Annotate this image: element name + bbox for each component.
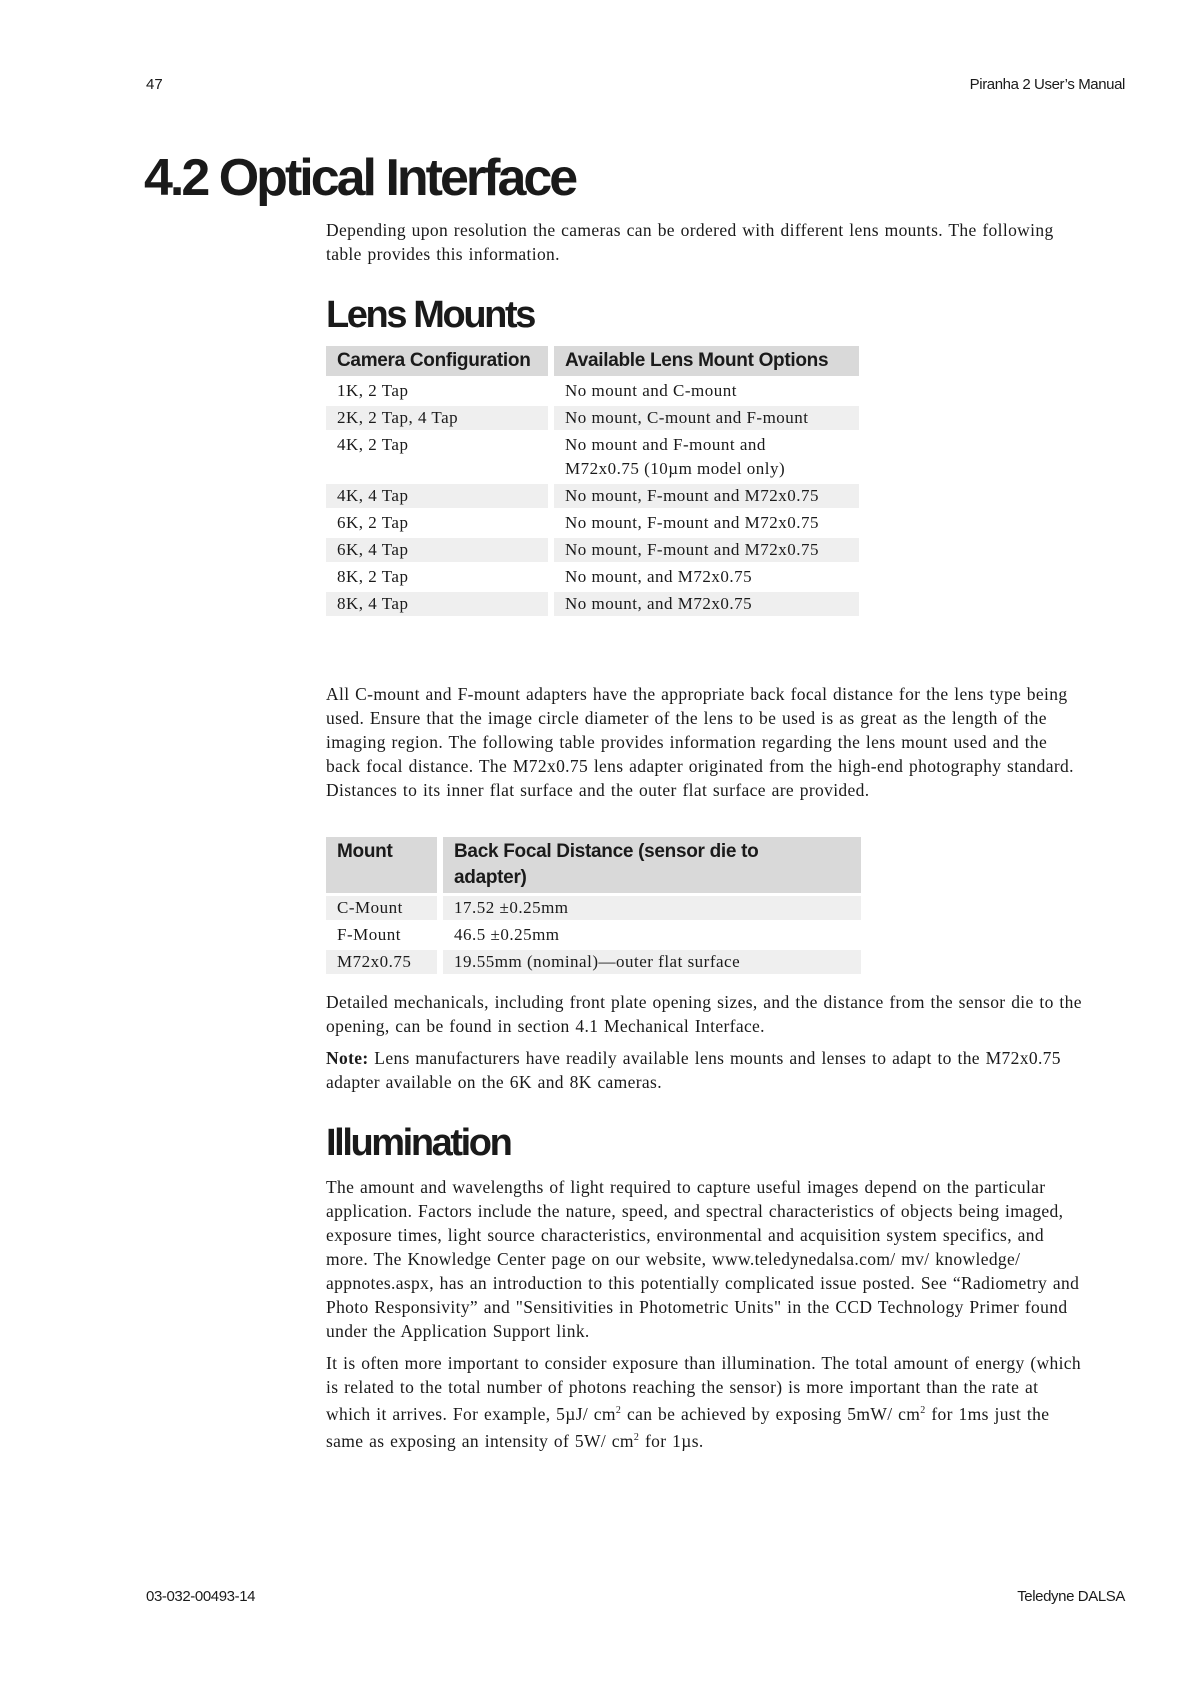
table-cell: No mount, F-mount and M72x0.75 xyxy=(548,511,859,535)
table-cell: No mount, and M72x0.75 xyxy=(548,565,859,589)
table-row xyxy=(326,538,859,562)
table-cell: 8K, 2 Tap xyxy=(337,567,409,586)
adapters-block xyxy=(326,682,1086,802)
table-row xyxy=(326,923,861,947)
table-row xyxy=(326,592,859,616)
exposure-text-b: can be achieved by exposing 5mW/ cm xyxy=(621,1403,921,1424)
table-cell: 1K, 2 Tap xyxy=(337,381,409,400)
illumination-block xyxy=(326,1175,1086,1453)
table-row xyxy=(326,379,859,403)
table-cell: No mount, F-mount and M72x0.75 xyxy=(548,484,859,508)
note-text: Lens manufacturers have readily available lens mounts and lenses to adapt to the M72x0.75 adapter available on the 6K and 8K cameras. xyxy=(326,1048,1061,1092)
table-row xyxy=(326,406,859,430)
column-header: Camera Configuration xyxy=(326,346,548,376)
table-cell: 46.5 ±0.25mm xyxy=(437,923,861,947)
section-title: 4.2 Optical Interface xyxy=(144,149,576,207)
table-cell: M72x0.75 xyxy=(326,950,437,974)
table-cell: No mount and C-mount xyxy=(548,379,859,403)
note-paragraph xyxy=(326,1046,1086,1094)
illumination-paragraph-2 xyxy=(326,1351,1086,1453)
company-name: Teledyne DALSA xyxy=(1017,1588,1125,1605)
exposure-text-a: It is often more important to consider exposure than illumination. The total amount of energy (which is related to the total number of photons reaching the sensor) is more important than the rate at which it arrives. For example, 5µJ/ cm xyxy=(326,1353,1082,1424)
manual-title: Piranha 2 User’s Manual xyxy=(969,76,1125,93)
column-header: Available Lens Mount Options xyxy=(548,346,859,376)
table-cell: No mount, C-mount and F-mount xyxy=(548,406,859,430)
intro-block xyxy=(326,218,1086,266)
illumination-section xyxy=(326,1124,1086,1162)
adapters-paragraph: All C-mount and F-mount adapters have the appropriate back focal distance for the lens type being used. Ensure that the image circle diameter of the lens to be used is as great as the length of the imaging region. The following table provides information regarding the lens mount used and the back focal distance. The M72x0.75 lens adapter originated from the high-end photography standard. Distances to its inner flat surface and the outer flat surface are provided. xyxy=(326,684,1074,800)
table-header-row xyxy=(326,837,861,893)
table-row xyxy=(326,950,861,974)
exposure-text-d: for 1µs. xyxy=(639,1430,704,1451)
lens-mounts-table-wrap xyxy=(326,343,1086,619)
superscript: 2 xyxy=(920,1405,926,1416)
table-cell: 6K, 2 Tap xyxy=(337,513,409,532)
back-focal-table xyxy=(326,834,861,977)
table-row xyxy=(326,433,859,481)
table-row xyxy=(326,896,861,920)
column-header: Back Focal Distance (sensor die to adapter) xyxy=(437,837,861,893)
exposure-text-c: for 1ms just the same as exposing an intensity of 5W/ cm xyxy=(326,1403,1050,1451)
illumination-paragraph-1: The amount and wavelengths of light required to capture useful images depend on the particular application. Factors include the nature, speed, and spectral characteristics of objects being imaged, exposure times, light source characteristics, environmental and acquisition system specifics, and more. The Knowledge Center page on our website, www.teledynedalsa.com/ mv/ knowledge/ appnotes.aspx, has an introduction to this potentially complicated issue posted. See “Radiometry and Photo Responsivity” and "Sensitivities in Photometric Units" in the CCD Technology Primer found under the Application Support link. xyxy=(326,1177,1080,1341)
mechanicals-paragraph: Detailed mechanicals, including front plate opening sizes, and the distance from the sensor die to the opening, can be found in section 4.1 Mechanical Interface. xyxy=(326,992,1082,1036)
intro-paragraph: Depending upon resolution the cameras can be ordered with different lens mounts. The following table provides this information. xyxy=(326,220,1054,264)
table-cell: F-Mount xyxy=(337,925,401,944)
table-cell: C-Mount xyxy=(326,896,437,920)
mechanicals-block xyxy=(326,990,1086,1094)
page-number: 47 xyxy=(146,76,163,93)
superscript: 2 xyxy=(615,1405,622,1416)
note-label: Note: xyxy=(326,1048,369,1068)
column-header: Mount xyxy=(326,837,437,893)
lens-mounts-heading: Lens Mounts xyxy=(326,294,534,336)
table-cell: No mount and F-mount and M72x0.75 (10µm model only) xyxy=(548,433,859,481)
table-header-row xyxy=(326,346,859,376)
lens-mounts-section xyxy=(326,296,1086,334)
table-row xyxy=(326,511,859,535)
table-cell: 2K, 2 Tap, 4 Tap xyxy=(326,406,548,430)
table-cell: 4K, 2 Tap xyxy=(337,435,409,454)
table-cell: 4K, 4 Tap xyxy=(326,484,548,508)
table-cell: 8K, 4 Tap xyxy=(326,592,548,616)
illumination-heading: Illumination xyxy=(326,1122,511,1164)
table-row xyxy=(326,565,859,589)
table-row xyxy=(326,484,859,508)
superscript: 2 xyxy=(633,1431,640,1443)
focal-table-wrap xyxy=(326,834,1086,977)
table-cell: No mount, and M72x0.75 xyxy=(548,592,859,616)
table-cell: 19.55mm (nominal)—outer flat surface xyxy=(437,950,861,974)
lens-mounts-table xyxy=(326,343,859,619)
table-cell: 17.52 ±0.25mm xyxy=(437,896,861,920)
table-cell: No mount, F-mount and M72x0.75 xyxy=(548,538,859,562)
doc-number: 03-032-00493-14 xyxy=(146,1588,256,1605)
table-cell: 6K, 4 Tap xyxy=(326,538,548,562)
